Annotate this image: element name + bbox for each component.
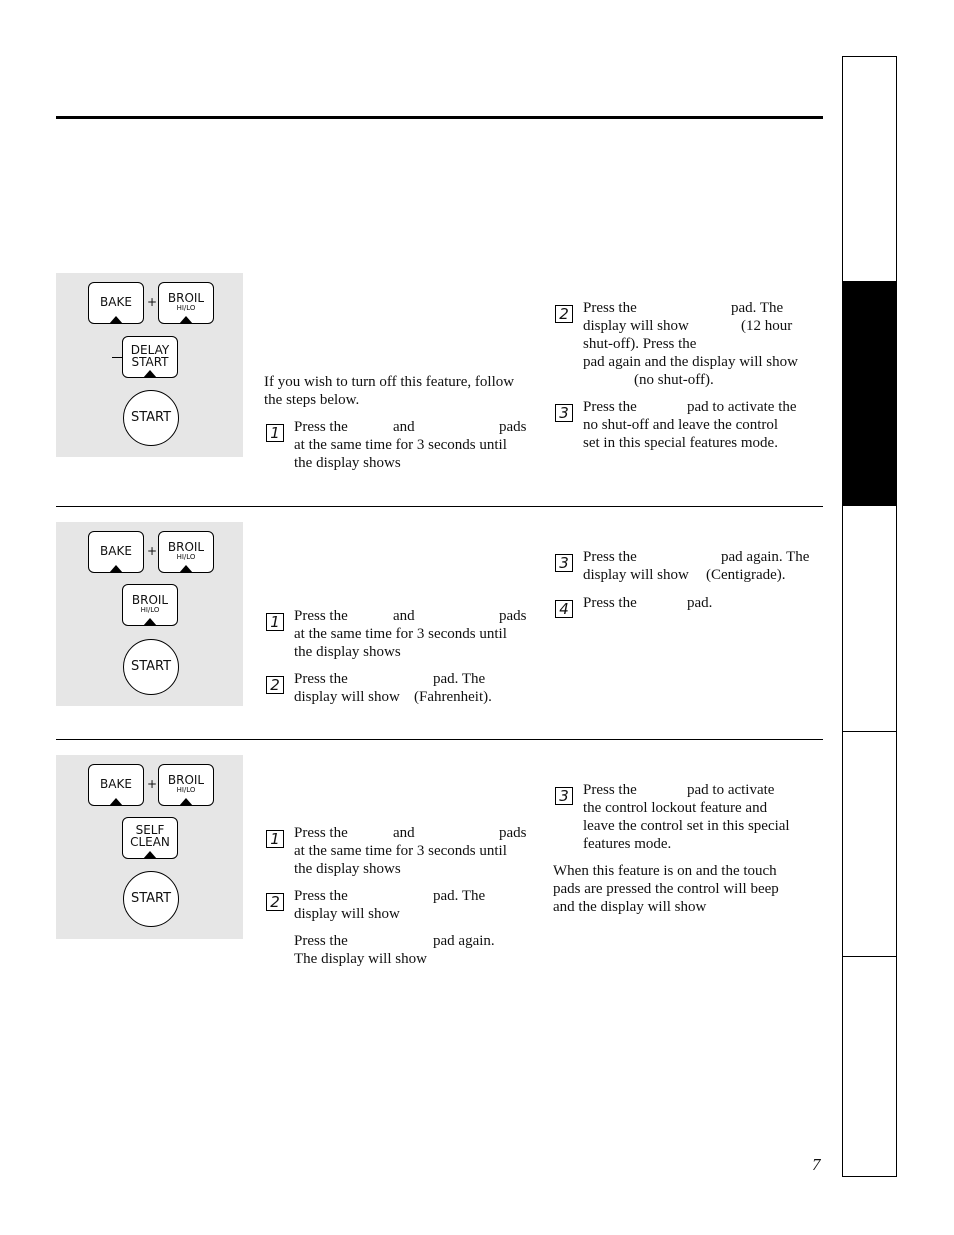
step-text: (Fahrenheit). [414,689,492,705]
broil-label: BROIL [167,291,205,305]
section-divider [56,506,823,507]
bake-pad [88,531,144,573]
broil-label: BROIL [167,773,205,787]
step-text: pads [499,419,527,435]
step-number: 2 [555,305,573,323]
step-text: Press the [294,825,348,841]
arrow-up-icon [143,618,157,626]
plus-sign: + [147,777,158,791]
side-tab-strip [842,56,897,1177]
step-number: 3 [555,787,573,805]
delay-label: DELAY [130,343,170,357]
bake-pad [88,282,144,324]
hilo-label: HI/LO [140,606,160,614]
step-text: Press the [583,300,637,316]
note-text: When this feature is on and the touch [553,863,777,879]
step-text: Press the [294,608,348,624]
step-text: display will show [583,567,689,583]
step-text: shut-off). Press the [583,336,697,352]
step-text: pad. The [731,300,784,316]
step-number: 1 [266,424,284,442]
step-number: 2 [266,893,284,911]
broil-label: BROIL [167,540,205,554]
step-text: Press the [294,888,348,904]
step-text: (12 hour [741,318,793,334]
arrow-up-icon [109,565,123,573]
bake-pad [88,764,144,806]
self-clean-pad [122,817,178,859]
arrow-up-icon [179,565,193,573]
step-text: pads [499,608,527,624]
step-text: (no shut-off). [634,372,714,388]
step-text: (Centigrade). [706,567,786,583]
side-tab-divider [842,731,897,732]
step-text: and [393,608,415,624]
step-number: 2 [266,676,284,694]
step-text: no shut-off and leave the control [583,417,779,433]
step-text: the display shows [294,455,401,471]
keypad-panel-2 [56,522,243,706]
bake-label: BAKE [100,544,132,558]
self-label: SELF [135,823,165,837]
page-number: 7 [812,1155,821,1174]
step-text: pad. The [433,671,486,687]
plus-sign: + [147,544,158,558]
step-text: at the same time for 3 seconds until [294,843,507,859]
arrow-up-icon [109,798,123,806]
step-number: 1 [266,830,284,848]
arrow-up-icon [179,316,193,324]
plus-sign: + [147,295,158,309]
start-pad: START [123,390,179,446]
keypad-panel-3 [56,755,243,939]
step-text: set in this special features mode. [583,435,778,451]
step-number: 1 [266,613,284,631]
step-text: at the same time for 3 seconds until [294,437,507,453]
step-text: pad to activate the [687,399,797,415]
broil-pad [122,584,178,626]
step-text: pad. The [433,888,486,904]
start-pad: START [123,639,179,695]
step-text: Press the [294,933,348,949]
step-text: Press the [294,419,348,435]
clean-label: CLEAN [130,835,170,849]
arrow-up-icon [179,798,193,806]
step-text: pad again and the display will show [583,354,798,370]
broil-pad [158,531,214,573]
note-text: and the display will show [553,899,707,915]
intro-text: If you wish to turn off this feature, follow [264,374,515,390]
step-text: at the same time for 3 seconds until [294,626,507,642]
step-text: The display will show [294,951,427,967]
side-tab-divider [842,956,897,957]
delay-start-pad [122,336,178,378]
step-text: the display shows [294,644,401,660]
hilo-label: HI/LO [176,553,196,561]
step-text: the control lockout feature and [583,800,768,816]
top-rule [56,116,823,119]
start-word-label: START [131,355,169,369]
bake-label: BAKE [100,295,132,309]
step-number: 3 [555,554,573,572]
side-tab-active [842,281,897,506]
intro-text: the steps below. [264,392,360,408]
broil-label: BROIL [131,593,169,607]
step-text: and [393,825,415,841]
arrow-up-icon [143,370,157,378]
keypad-panel-1 [56,273,243,457]
step-text: Press the [583,549,637,565]
note-text: pads are pressed the control will beep [553,881,779,897]
step-text: pads [499,825,527,841]
step-text: pad. [687,595,713,611]
section-divider [56,739,823,740]
step-text: Press the [583,399,637,415]
step-text: display will show [294,689,400,705]
step-text: display will show [294,906,400,922]
hilo-label: HI/LO [176,304,196,312]
step-text: features mode. [583,836,672,852]
hilo-label: HI/LO [176,786,196,794]
step-text: pad to activate [687,782,775,798]
step-text: Press the [583,782,637,798]
step-number: 4 [555,600,573,618]
broil-pad [158,764,214,806]
step-text: the display shows [294,861,401,877]
step-text: display will show [583,318,689,334]
step-text: pad again. [433,933,495,949]
start-pad: START [123,871,179,927]
step-text: and [393,419,415,435]
step-text: pad again. The [721,549,810,565]
arrow-up-icon [143,851,157,859]
step-number: 3 [555,404,573,422]
step-text: Press the [583,595,637,611]
step-text: Press the [294,671,348,687]
step-text: leave the control set in this special [583,818,790,834]
arrow-up-icon [109,316,123,324]
broil-pad [158,282,214,324]
bake-label: BAKE [100,777,132,791]
